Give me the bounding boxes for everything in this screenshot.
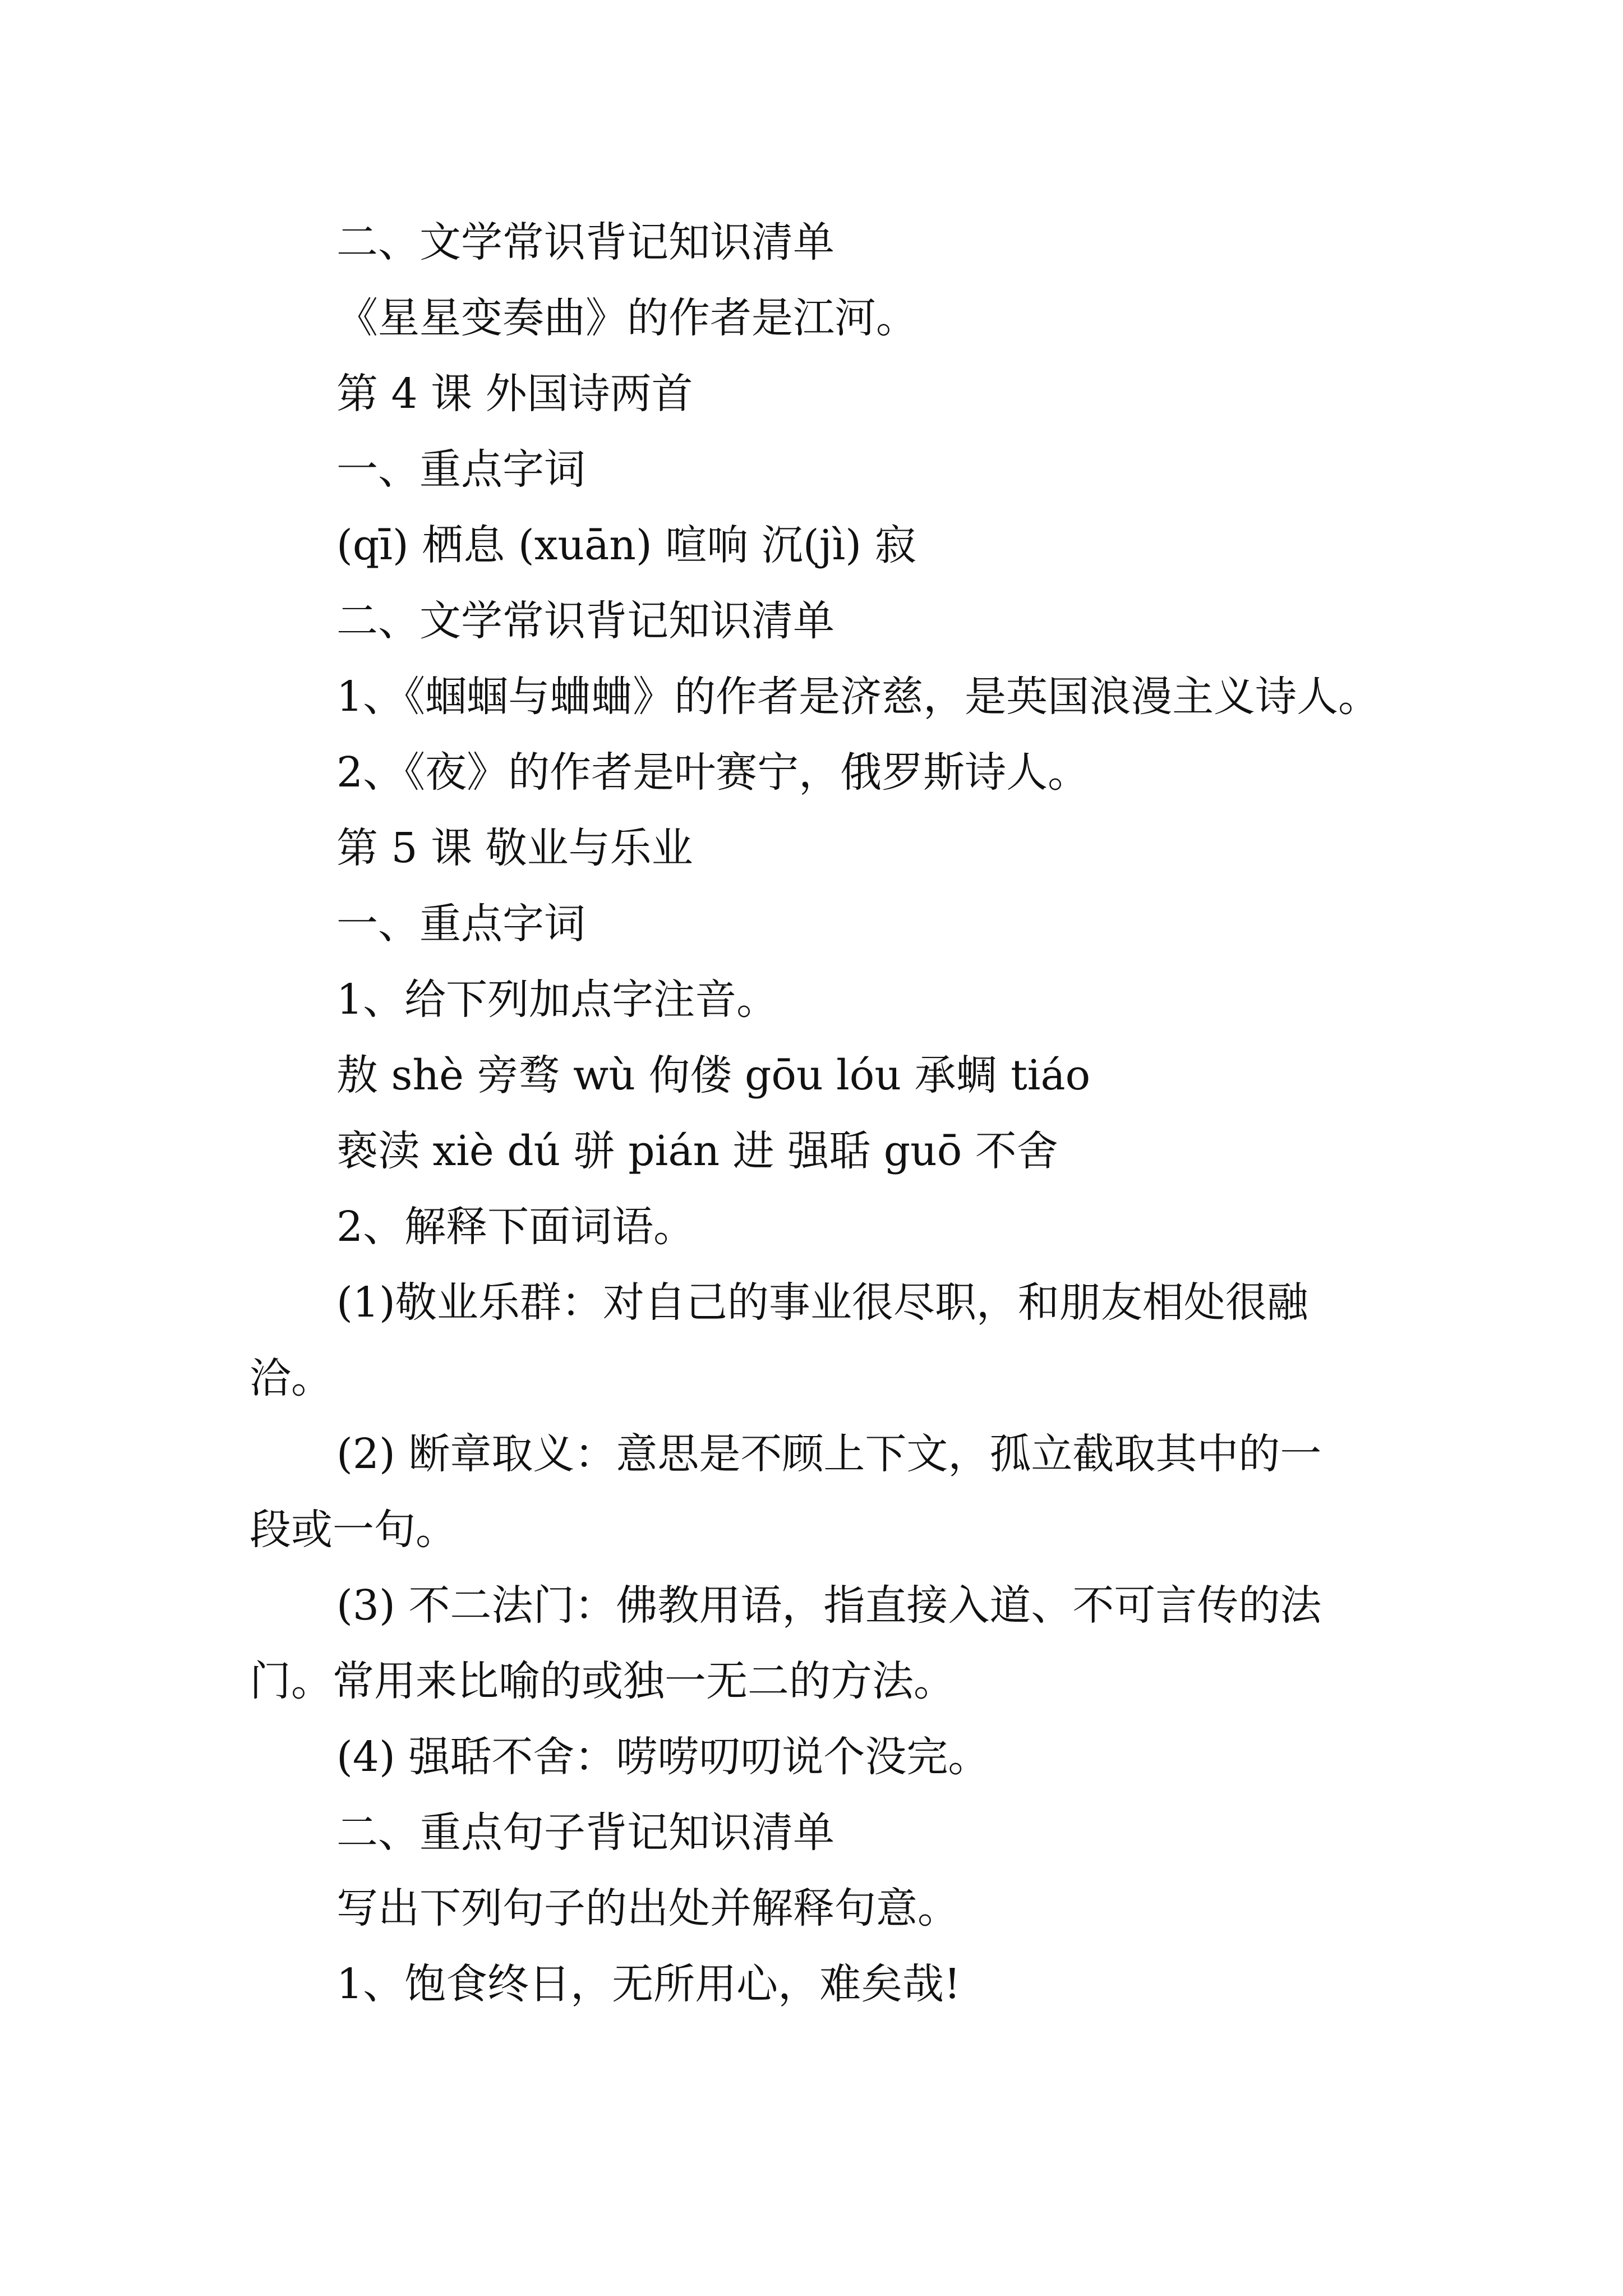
paragraph: 1、《蝈蝈与蛐蛐》的作者是济慈，是英国浪漫主义诗人。 (336, 673, 1380, 721)
section-heading: 二、重点句子背记知识清单 (336, 1809, 834, 1857)
paragraph: (4) 强聒不舍：唠唠叨叨说个没完。 (336, 1733, 990, 1781)
paragraph: 写出下列句子的出处并解释句意。 (336, 1884, 959, 1932)
paragraph: (1)敬业乐群：对自己的事业很尽职，和朋友相处很融 (336, 1278, 1308, 1327)
paragraph: (2) 断章取义：意思是不顾上下文，孤立截取其中的一 (336, 1430, 1322, 1478)
paragraph: 敖 shè 旁骛 wù 佝偻 gōu lóu 承蜩 tiáo (336, 1051, 1091, 1099)
lesson-heading: 第 4 课 外国诗两首 (336, 370, 693, 418)
paragraph: (qī) 栖息 (xuān) 喧响 沉(jì) 寂 (336, 521, 916, 569)
paragraph: 1、饱食终日，无所用心，难矣哉! (336, 1960, 961, 2008)
paragraph: 亵渎 xiè dú 骈 pián 进 强聒 guō 不舍 (336, 1127, 1058, 1175)
paragraph: 门。常用来比喻的或独一无二的方法。 (250, 1657, 955, 1705)
section-heading: 二、文学常识背记知识清单 (336, 218, 834, 266)
paragraph: 段或一句。 (250, 1506, 457, 1554)
paragraph: (3) 不二法门：佛教用语，指直接入道、不可言传的法 (336, 1581, 1322, 1630)
section-heading: 一、重点字词 (336, 445, 585, 494)
section-heading: 二、文学常识背记知识清单 (336, 597, 834, 645)
paragraph: 2、《夜》的作者是叶赛宁，俄罗斯诗人。 (336, 748, 1090, 797)
lesson-heading: 第 5 课 敬业与乐业 (336, 824, 693, 872)
paragraph: 2、解释下面词语。 (336, 1203, 695, 1251)
paragraph: 《星星变奏曲》的作者是江河。 (336, 294, 917, 342)
section-heading: 一、重点字词 (336, 900, 585, 948)
paragraph: 洽。 (250, 1354, 333, 1402)
paragraph: 1、给下列加点字注音。 (336, 976, 778, 1024)
